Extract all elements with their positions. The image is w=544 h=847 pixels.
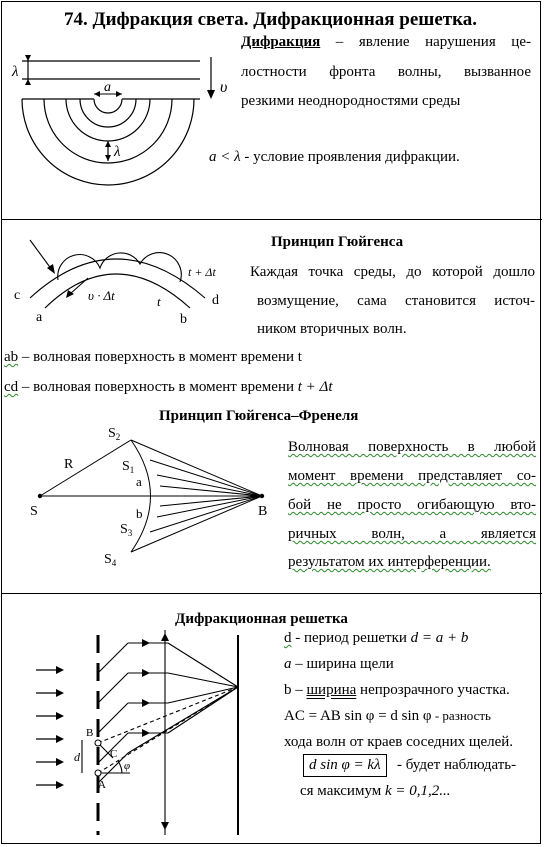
grating-ac-line — [284, 709, 491, 724]
fig-c: c — [14, 288, 21, 303]
grating-d-label: d — [284, 630, 292, 646]
fresnel-line5: результатом их интерференции. — [288, 554, 491, 570]
label-a: a — [104, 80, 111, 95]
fig-a: a — [36, 310, 43, 325]
ab-label: ab — [4, 349, 19, 365]
wavefront-ab — [45, 274, 190, 308]
arc-3 — [66, 99, 150, 141]
cd-time: t + Δt — [297, 379, 333, 395]
fig-S3: $S_3$ — [120, 522, 133, 538]
fresnel-heading: Принцип Гюйгенса–Френеля — [159, 408, 359, 424]
grating-max-line2 — [300, 784, 451, 799]
grating-ac-formula: AC = AB sin φ = d sin φ — [284, 708, 432, 724]
fig-d: d — [74, 750, 80, 764]
grating-a-text: – ширина щели — [291, 656, 394, 672]
fresnel-line4: ричных волн, а является — [288, 526, 536, 542]
fresnel-figure — [0, 420, 300, 580]
cd-text: – волновая поверхность в момент времени — [18, 379, 298, 395]
fig-S1: $S_1$ — [122, 459, 135, 475]
grating-a-line — [284, 657, 394, 672]
fig-A: A — [98, 779, 106, 791]
grating-max-label: ся максимум — [300, 783, 385, 799]
huygens-heading: Принцип Гюйгенса — [271, 234, 404, 250]
fig-S: S — [30, 504, 38, 519]
diffraction-figure — [0, 0, 544, 220]
label-lambda-2: λ — [114, 144, 121, 160]
grating-b-label: b – — [284, 682, 307, 698]
grating-figure — [0, 625, 280, 845]
grating-ac-tail: - разность — [431, 708, 491, 723]
divider-2 — [1, 593, 542, 594]
huygens-line1: Каждая точка среды, до которой дошло — [250, 264, 535, 280]
grating-d-line — [284, 631, 468, 646]
diffraction-line1-rest: – явление нарушения це- — [320, 34, 531, 50]
huygens-line2: возмущение, сама становится источ- — [257, 293, 535, 309]
huygens-figure — [0, 220, 544, 340]
fig-d: d — [212, 293, 219, 308]
fig-B: B — [258, 504, 268, 519]
radius-R — [40, 440, 131, 496]
fresnel-line2: момент времени представляет со- — [288, 468, 536, 484]
cd-definition — [4, 380, 333, 395]
grating-d-text: - период решетки — [291, 630, 411, 646]
label-lambda: λ — [12, 64, 19, 80]
fig-vdt: υ · Δt — [88, 288, 115, 303]
fig-S2: $S_2$ — [108, 426, 121, 442]
fig-a: a — [136, 474, 142, 489]
grating-boxed-formula: d sin φ = kλ — [303, 754, 387, 777]
arc-1 — [94, 99, 122, 113]
fresnel-line1: Волновая поверхность в любой — [288, 439, 536, 455]
fig-C: C — [110, 748, 118, 760]
grating-path-line: хода волн от краев соседних щелей. — [284, 734, 514, 750]
diffraction-term: Дифракция — [241, 34, 321, 50]
diffraction-def-line3: резкими неоднородностями среды — [241, 93, 461, 109]
grating-b-word: ширина — [306, 682, 357, 698]
fig-tdt: t + Δt — [188, 265, 216, 279]
cd-label: cd — [4, 379, 19, 395]
grating-heading: Дифракционная решетка — [175, 611, 348, 627]
ab-definition — [4, 350, 302, 365]
fig-B: B — [86, 727, 94, 739]
grating-b-line — [284, 683, 510, 698]
condition-text: - условие проявления дифракции. — [240, 149, 460, 165]
fig-phi: φ — [124, 760, 131, 772]
grating-a-label: a — [284, 656, 292, 672]
ray-1 — [30, 240, 52, 270]
grating-d-formula: d = a + b — [410, 630, 469, 646]
fig-b: b — [180, 312, 187, 327]
fig-t: t — [157, 294, 161, 309]
page-title: 74. Дифракция света. Дифракционная решетка. — [64, 9, 478, 30]
grating-k-formula: k = 0,1,2... — [385, 783, 451, 799]
ab-text: – волновая поверхность в момент времени t — [18, 349, 302, 365]
huygens-line3: ником вторичных волн. — [257, 321, 407, 337]
fig-S4: $S_4$ — [104, 552, 117, 568]
diffraction-def-line2: лостности фронта волны, вызванное — [241, 64, 531, 80]
fresnel-line3: бой не просто огибающую вто- — [288, 497, 536, 513]
grating-max-text: - будет наблюдать- — [397, 757, 517, 773]
grating-b-text: непрозрачного участка. — [356, 682, 510, 698]
condition-formula: a < λ — [209, 149, 241, 165]
fig-b: b — [136, 506, 143, 521]
label-velocity: υ — [220, 79, 228, 96]
fig-R: R — [64, 457, 74, 472]
